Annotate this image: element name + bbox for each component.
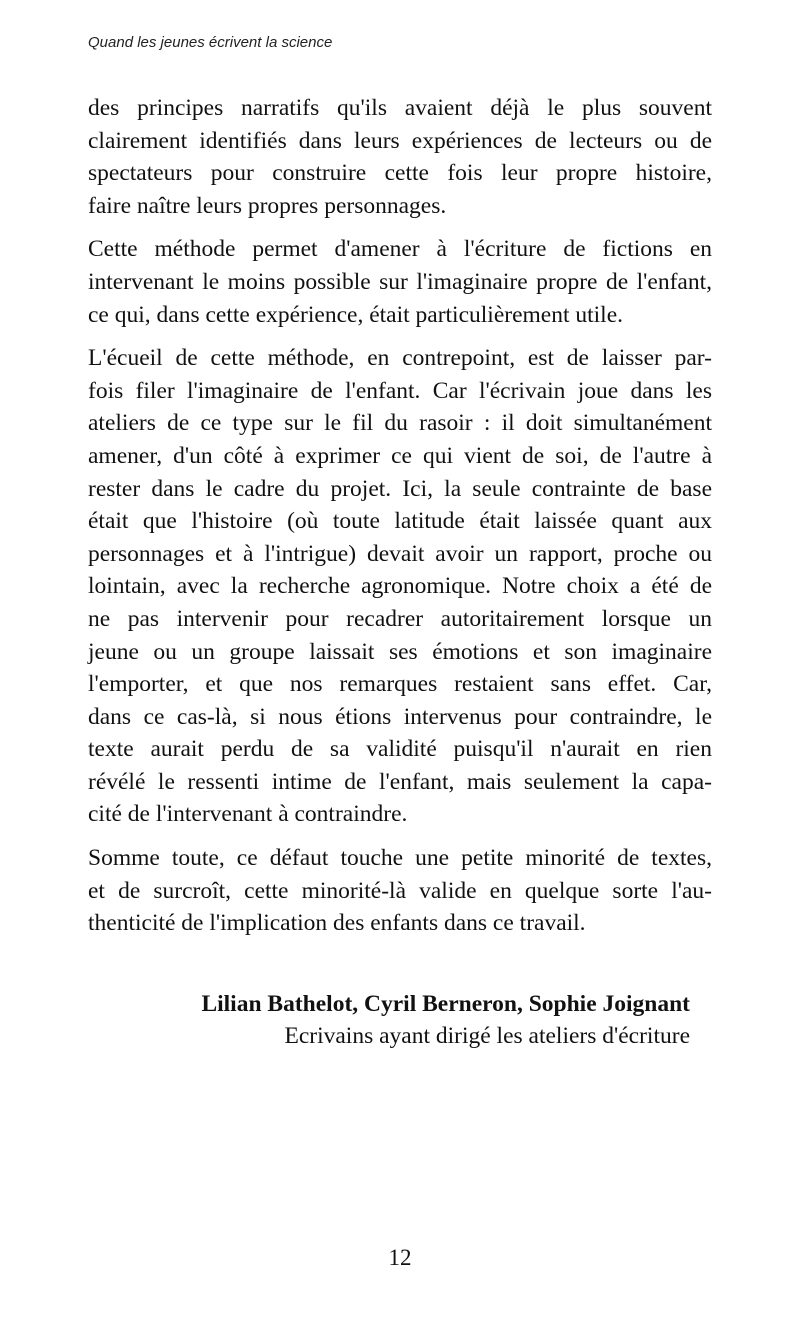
text-line: cité de l'intervenant à contraindre. (88, 801, 408, 828)
text-line: fois filer l'imaginaire de l'enfant. Car l'écrivain joue dans les (88, 377, 712, 404)
paragraph (88, 92, 712, 222)
text-line: jeune ou un groupe laissait ses émotions et son imaginaire (88, 638, 712, 665)
paragraph (88, 233, 712, 331)
text-line: ne pas intervenir pour recadrer autoritairement lorsque un (88, 605, 712, 632)
text-line: amener, d'un côté à exprimer ce qui vient de soi, de l'autre à (88, 442, 712, 469)
text-line: l'emporter, et que nos remarques restaient sans effet. Car, (88, 671, 712, 698)
text-line: clairement identifiés dans leurs expériences de lecteurs ou de (88, 127, 712, 154)
paragraph (88, 842, 712, 940)
author-names: Lilian Bathelot, Cyril Berneron, Sophie Joignant (201, 991, 690, 1017)
text-line: spectateurs pour construire cette fois leur propre histoire, (88, 160, 712, 187)
paragraph (88, 342, 712, 831)
text-line: ateliers de ce type sur le fil du rasoir : il doit simultanément (88, 410, 712, 437)
text-line: Somme toute, ce défaut touche une petite minorité de textes, (88, 845, 712, 872)
text-line: des principes narratifs qu'ils avaient déjà le plus souvent (88, 95, 712, 121)
text-line: personnages et à l'intrigue) devait avoir un rapport, proche ou (88, 540, 712, 567)
text-line: ce qui, dans cette expérience, était particulièrement utile. (88, 301, 624, 328)
signature-block (201, 988, 690, 1052)
text-line: intervenant le moins possible sur l'imaginaire propre de l'enfant, (88, 268, 712, 295)
text-line: texte aurait perdu de sa validité puisqu'il n'aurait en rien (88, 736, 712, 763)
text-line: révélé le ressenti intime de l'enfant, mais seulement la capa- (88, 768, 712, 795)
text-line: et de surcroît, cette minorité-là valide en quelque sorte l'au- (88, 877, 712, 904)
text-line: thenticité de l'implication des enfants dans ce travail. (88, 910, 586, 937)
page-number: 12 (388, 1245, 412, 1270)
author-role: Ecrivains ayant dirigé les ateliers d'écriture (284, 1023, 690, 1049)
text-line: dans ce cas-là, si nous étions intervenus pour contraindre, le (88, 703, 712, 730)
text-line: était que l'histoire (où toute latitude était laissée quant aux (88, 508, 712, 535)
body-text (88, 92, 712, 951)
text-line: L'écueil de cette méthode, en contrepoint, est de laisser par- (88, 345, 712, 372)
text-line: rester dans le cadre du projet. Ici, la seule contrainte de base (88, 475, 712, 502)
running-header: Quand les jeunes écrivent la science (88, 34, 333, 51)
text-line: Cette méthode permet d'amener à l'écriture de fictions en (88, 236, 712, 263)
text-line: lointain, avec la recherche agronomique. Notre choix a été de (88, 573, 712, 600)
text-line: faire naître leurs propres personnages. (88, 192, 447, 219)
